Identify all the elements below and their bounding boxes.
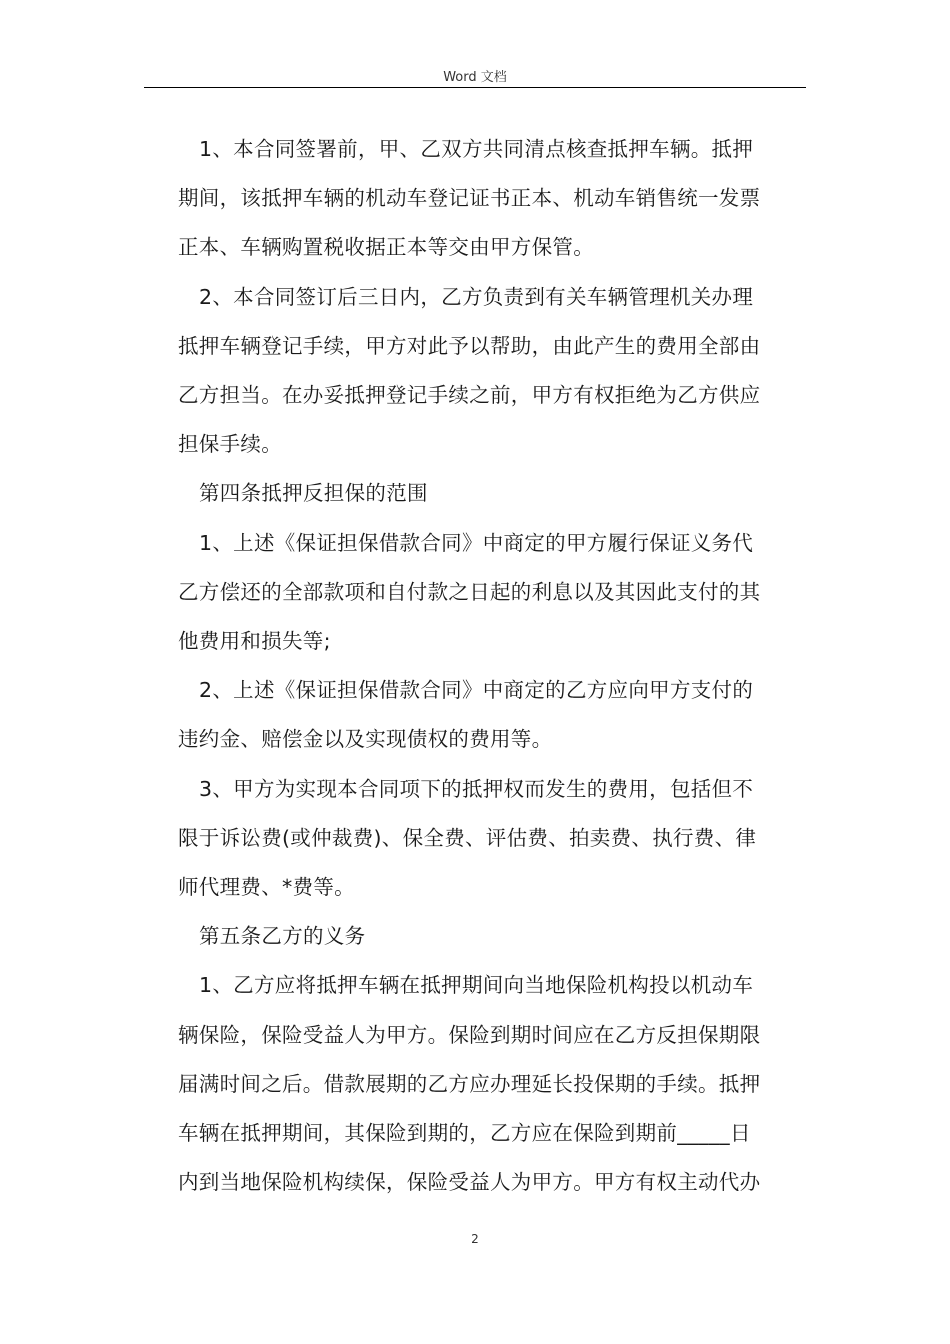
text-line: 届满时间之后。借款展期的乙方应办理延长投保期的手续。抵押 [178, 1071, 761, 1096]
text-line: 乙方担当。在办妥抵押登记手续之前，甲方有权拒绝为乙方供应 [178, 383, 761, 408]
text-line: 1、本合同签署前，甲、乙双方共同清点核查抵押车辆。抵押 [199, 137, 754, 161]
text-line: 违约金、赔偿金以及实现债权的费用等。 [178, 727, 553, 752]
text-line: 正本、车辆购置税收据正本等交由甲方保管。 [178, 235, 594, 260]
text-line: 师代理费、*费等。 [178, 875, 355, 900]
text-line: 期间，该抵押车辆的机动车登记证书正本、机动车销售统一发票 [178, 186, 761, 211]
page-number: 2 [471, 1232, 479, 1246]
header-divider [144, 87, 806, 88]
paragraph [178, 125, 806, 273]
text-line: 1、上述《保证担保借款合同》中商定的甲方履行保证义务代 [199, 530, 754, 555]
text-line: 内到当地保险机构续保，保险受益人为甲方。甲方有权主动代办 [178, 1170, 761, 1195]
document-header-title: Word 文档 [443, 70, 507, 85]
text-line: 第五条乙方的义务 [199, 924, 366, 949]
text-line: 3、甲方为实现本合同项下的抵押权而发生的费用，包括但不 [199, 776, 754, 801]
text-line: 1、乙方应将抵押车辆在抵押期间向当地保险机构投以机动车 [199, 973, 754, 998]
paragraph [178, 666, 806, 764]
text-line: 辆保险，保险受益人为甲方。保险到期时间应在乙方反担保期限 [178, 1022, 761, 1047]
text-line: 限于诉讼费(或仲裁费)、保全费、评估费、拍卖费、执行费、律 [178, 825, 757, 850]
text-line: 第四条抵押反担保的范围 [199, 481, 428, 506]
text-line: 抵押车辆登记手续，甲方对此予以帮助，由此产生的费用全部由 [178, 333, 761, 358]
text-line: 2、上述《保证担保借款合同》中商定的乙方应向甲方支付的 [199, 678, 754, 703]
section-heading [178, 912, 806, 961]
paragraph [178, 519, 806, 667]
text-line: 他费用和损失等; [178, 629, 331, 654]
text-line: 担保手续。 [178, 432, 282, 457]
text-line: 车辆在抵押期间，其保险到期的，乙方应在保险到期前_____日 [178, 1121, 751, 1146]
paragraph [178, 765, 806, 913]
section-heading [178, 469, 806, 518]
text-line: 2、本合同签订后三日内，乙方负责到有关车辆管理机关办理 [199, 284, 754, 309]
document-body [178, 125, 806, 1207]
paragraph [178, 273, 806, 470]
text-line: 乙方偿还的全部款项和自付款之日起的利息以及其因此支付的其 [178, 579, 761, 604]
paragraph [178, 961, 806, 1207]
